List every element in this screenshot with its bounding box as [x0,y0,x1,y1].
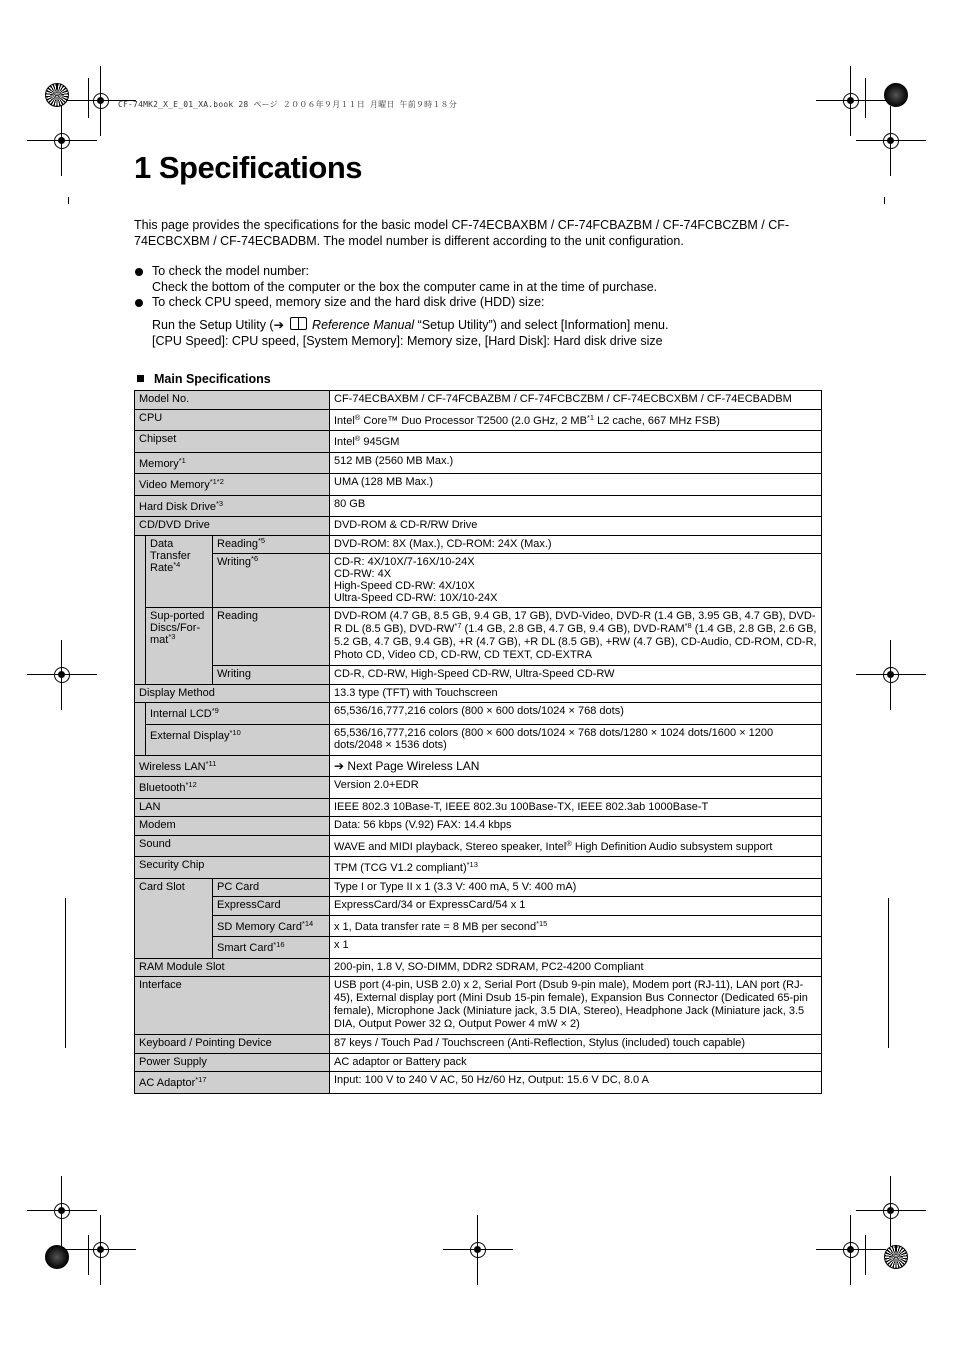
spec-label: RAM Module Slot [135,958,330,977]
crosshair-mark [27,640,97,710]
spec-label: SD Memory Card$^{*14}$ [213,915,330,937]
spec-label: Bluetooth$^{*12}$ [135,777,330,799]
bullet-text: To check CPU speed, memory size and the hard disk drive (HDD) size: [152,295,545,309]
spec-label: Smart Card$^{*16}$ [213,937,330,959]
spec-label: Modem [135,817,330,836]
spec-value: TPM (TCG V1.2 compliant)$^{*13}$ [330,857,822,879]
spec-value: 512 MB (2560 MB Max.) [330,452,822,474]
bullet-subtext: Check the bottom of the computer or the box the computer came in at the time of purchase. [152,279,658,294]
table-row [135,958,822,977]
table-row [135,535,822,554]
bullet-item [134,264,824,295]
table-row [135,777,822,799]
crop-line [88,1235,89,1275]
spec-label: PC Card [213,878,330,897]
spec-value [330,755,822,777]
crosshair-mark [856,640,926,710]
page-title: 1 Specifications [134,150,363,185]
table-row [135,684,822,703]
spec-value: DVD-ROM: 8X (Max.), CD-ROM: 24X (Max.) [330,535,822,554]
spec-label: Data Transfer Rate$^{*4}$ [146,535,213,608]
table-row [135,409,822,431]
spec-value: x 1 [330,937,822,959]
spec-label: Writing [213,666,330,685]
table-row [135,703,822,725]
bullet-text: To check the model number: [152,264,310,278]
spec-label: External Display$^{*10}$ [146,724,330,755]
spec-value: 80 GB [330,495,822,517]
table-row [135,391,822,410]
spec-label: Security Chip [135,857,330,879]
spec-label: LAN [135,798,330,817]
spec-value: UMA (128 MB Max.) [330,474,822,496]
spec-value: CF-74ECBAXBM / CF-74FCBAZBM / CF-74FCBCZBM / CF-74ECBCXBM / CF-74ECBADBM [330,391,822,410]
table-row [135,1035,822,1054]
bullet-dot-icon [135,299,143,307]
crop-line [88,78,89,118]
crosshair-mark [856,106,926,176]
spec-value: USB port (4-pin, USB 2.0) x 2, Serial Port (Dsub 9-pin male), Modem port (RJ-11), LAN port (RJ-45), External display port (Mini Dsub 15-pin female), Expansion Bus Connector (Dedicated 65-pin female), Microphone Jack (Miniature jack, 3.5 DIA, Stereo), Headphone Jack (Miniature jack, 3.5 DIA, Output Power 32 Ω, Output Power 4 mW × 2) [330,977,822,1035]
crosshair-mark [27,106,97,176]
spec-label: CD/DVD Drive [135,517,330,536]
spec-value: DVD-ROM (4.7 GB, 8.5 GB, 9.4 GB, 17 GB), DVD-Video, DVD-R (1.4 GB, 3.95 GB, 4.7 GB), DVD-R DL (8.5 GB), DVD-RW$^{*7}$ (1.4 GB, 2.8 GB, 4.7 GB, 9.4 GB), DVD-RAM$^{*8}$ (1.4 GB, 2.8 GB, 2.6 GB, 5.2 GB, 4.7 GB, 9.4 GB), +R (4.7 GB), +R DL (8.5 GB), +RW (4.7 GB), CD-Audio, CD-ROM, CD-R, Photo CD, Video CD, CD-RW, CD TEXT, CD-EXTRA [330,608,822,666]
setup-info-line: [CPU Speed]: CPU speed, [System Memory]: Memory size, [Hard Disk]: Hard disk drive size [152,334,663,348]
table-row [135,878,822,897]
table-row [135,915,822,937]
reference-manual-book-icon [290,317,307,330]
spec-value: CD-R: 4X/10X/7-16X/10-24X CD-RW: 4X High-Speed CD-RW: 4X/10X Ultra-Speed CD-RW: 10X/10-24X [330,554,822,608]
spec-label: Reading$^{*5}$ [213,535,330,554]
square-bullet-icon [137,375,144,382]
table-row [135,431,822,453]
table-row [135,608,822,666]
spec-label: Keyboard / Pointing Device [135,1035,330,1054]
spec-value: 87 keys / Touch Pad / Touchscreen (Anti-Reflection, Stylus (included) touch capable) [330,1035,822,1054]
section-heading [137,372,271,386]
table-row [135,817,822,836]
print-header-note: CF-74MK2_X_E_01_XA.book 28 ページ ２００６年９月１１日 月曜日 午前９時１８分 [118,100,457,109]
spec-label: Power Supply [135,1053,330,1072]
table-row [135,798,822,817]
crop-line [884,197,885,204]
spec-label: Display Method [135,684,330,703]
table-row [135,835,822,857]
table-row [135,474,822,496]
registration-disc-bottom-right [884,1245,908,1269]
table-row [135,1072,822,1094]
spec-value: 200-pin, 1.8 V, SO-DIMM, DDR2 SDRAM, PC2-4200 Compliant [330,958,822,977]
spec-label: Wireless LAN$^{*11}$ [135,755,330,777]
spec-value: ExpressCard/34 or ExpressCard/54 x 1 [330,897,822,916]
specifications-table [134,390,822,1094]
table-row [135,857,822,879]
table-row [135,666,822,685]
spec-value: 65,536/16,777,216 colors (800 × 600 dots/1024 × 768 dots) [330,703,822,725]
spec-label: Hard Disk Drive$^{*3}$ [135,495,330,517]
table-row [135,755,822,777]
table-row [135,977,822,1035]
table-row [135,452,822,474]
spec-label: Card Slot [135,878,213,958]
spec-value: Intel® 945GM [330,431,822,453]
spec-label: Sound [135,835,330,857]
spec-label: Sup-ported Discs/For-mat$^{*3}$ [146,608,213,685]
spec-value: WAVE and MIDI playback, Stereo speaker, Intel® High Definition Audio subsystem support [330,835,822,857]
spec-value: AC adaptor or Battery pack [330,1053,822,1072]
crosshair-mark [816,1215,886,1285]
arrow-right-icon: ➔ [273,318,285,332]
reference-manual-link[interactable]: Reference Manual [312,318,415,332]
table-row [135,495,822,517]
spec-label: Interface [135,977,330,1035]
bullet-item [134,295,824,311]
setup-text: Run the Setup Utility ( [152,318,274,332]
crop-line [888,898,889,1048]
spec-label: Reading [213,608,330,666]
spec-value: Data: 56 kbps (V.92) FAX: 14.4 kbps [330,817,822,836]
spec-label: Writing$^{*6}$ [213,554,330,608]
spec-label: Internal LCD$^{*9}$ [146,703,330,725]
spec-value: 65,536/16,777,216 colors (800 × 600 dots/1024 × 768 dots/1280 × 1024 dots/1600 × 1200 dots/2048 × 1536 dots) [330,724,822,755]
crop-line [865,1235,866,1275]
spec-value: Type I or Type II x 1 (3.3 V: 400 mA, 5 V: 400 mA) [330,878,822,897]
table-row [135,724,822,755]
arrow-right-icon: ➔ [334,758,345,773]
spec-value: Intel® Core™ Duo Processor T2500 (2.0 GHz, 2 MB$^{*1}$ L2 cache, 667 MHz FSB) [330,409,822,431]
bullet-list [134,264,824,311]
crosshair-mark [66,1215,136,1285]
table-row [135,517,822,536]
spec-value: Version 2.0+EDR [330,777,822,799]
spec-value: 13.3 type (TFT) with Touchscreen [330,684,822,703]
setup-instructions [152,317,842,349]
spec-label: Model No. [135,391,330,410]
crosshair-mark [443,1215,513,1285]
table-row [135,937,822,959]
table-row [135,1053,822,1072]
spec-label: CPU [135,409,330,431]
bullet-dot-icon [135,268,143,276]
table-row [135,554,822,608]
crop-line [865,78,866,118]
spec-label: Video Memory$^{*1*2}$ [135,474,330,496]
crop-line [68,197,69,204]
intro-paragraph: This page provides the specifications for the basic model CF-74ECBAXBM / CF-74FCBAZBM / CF-74FCBCZBM / CF-74ECBCXBM / CF-74ECBADBM. The model number is different according to the unit configuration. [134,218,790,248]
section-title: Main Specifications [154,372,271,386]
spec-value: x 1, Data transfer rate = 8 MB per second$^{*15}$ [330,915,822,937]
spec-label: ExpressCard [213,897,330,916]
spec-label: AC Adaptor$^{*17}$ [135,1072,330,1094]
wireless-lan-link[interactable]: Next Page Wireless LAN [344,758,480,773]
spec-value: DVD-ROM & CD-R/RW Drive [330,517,822,536]
crop-line [65,898,66,1048]
spec-value: Input: 100 V to 240 V AC, 50 Hz/60 Hz, Output: 15.6 V DC, 8.0 A [330,1072,822,1094]
spec-label: Memory$^{*1}$ [135,452,330,474]
spec-value: IEEE 802.3 10Base-T, IEEE 802.3u 100Base-TX, IEEE 802.3ab 1000Base-T [330,798,822,817]
setup-text: “Setup Utility”) and select [Information] menu. [414,318,669,332]
spec-value: CD-R, CD-RW, High-Speed CD-RW, Ultra-Speed CD-RW [330,666,822,685]
registration-disc-top-right [884,83,908,107]
spec-label: Chipset [135,431,330,453]
table-row [135,897,822,916]
